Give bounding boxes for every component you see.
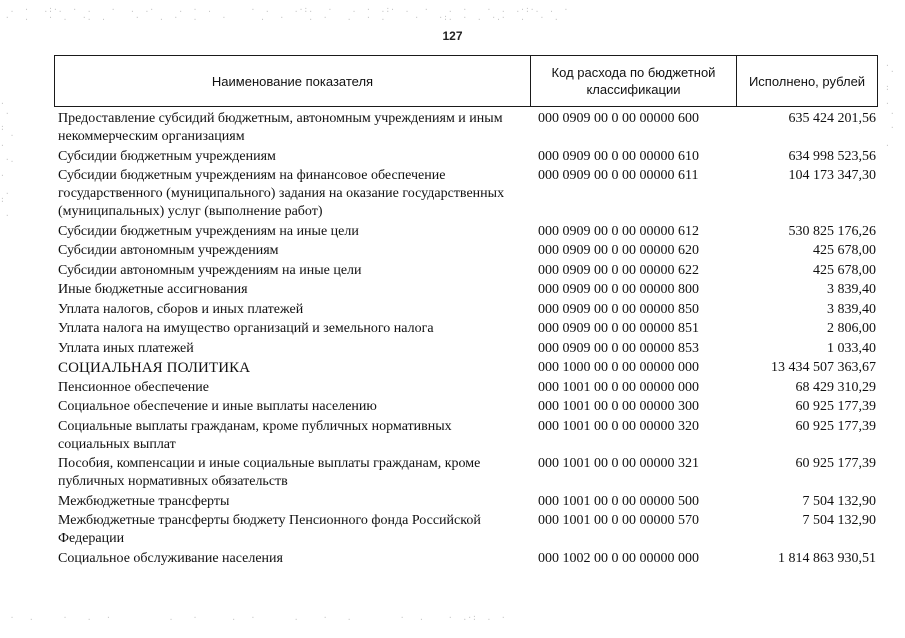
table-row (54, 550, 878, 568)
table-row (54, 148, 878, 166)
expense-code: 000 0909 00 0 00 00000 800 (538, 282, 699, 297)
expense-code: 000 0909 00 0 00 00000 850 (538, 301, 699, 317)
table-row (54, 110, 878, 146)
executed-amount: 2 806,00 (827, 321, 876, 336)
expense-code: 000 0909 00 0 00 00000 851 (538, 321, 699, 336)
expense-code: 000 1001 00 0 00 00000 300 (538, 399, 699, 414)
executed-amount: 104 173 347,30 (788, 168, 876, 183)
header-executed-amount: Исполнено, рублей (748, 73, 866, 89)
indicator-name: Субсидии бюджетным учреждениям (58, 148, 276, 164)
indicator-name: Межбюджетные трансферты (58, 493, 230, 509)
header-expense-code: Код расхода по бюджетной классификации (531, 56, 737, 106)
executed-amount: 1 033,40 (827, 340, 876, 356)
table-row (54, 359, 878, 377)
table-body (54, 110, 878, 569)
expense-code: 000 0909 00 0 00 00000 620 (538, 243, 699, 258)
table-row (54, 418, 878, 454)
expense-code: 000 1001 00 0 00 00000 321 (538, 456, 699, 471)
executed-amount: 60 925 177,39 (795, 399, 876, 414)
table-header (54, 55, 878, 107)
indicator-name: Социальное обслуживание населения (58, 550, 283, 566)
expense-code: 000 0909 00 0 00 00000 612 (538, 223, 699, 239)
executed-amount: 60 925 177,39 (795, 418, 876, 434)
indicator-name: СОЦИАЛЬНАЯ ПОЛИТИКА (58, 360, 251, 376)
executed-amount: 60 925 177,39 (795, 456, 876, 471)
indicator-name: Уплата налога на имущество организаций и земельного налога (58, 321, 434, 336)
executed-amount: 13 434 507 363,67 (771, 360, 876, 375)
table-row (54, 398, 878, 416)
expense-code: 000 0909 00 0 00 00000 610 (538, 148, 699, 164)
scan-noise-left: · . : · . ·. · . : · (0, 100, 15, 220)
table-row (54, 223, 878, 241)
expense-code: 000 1000 00 0 00 00000 000 (538, 360, 699, 375)
executed-amount: 7 504 132,90 (802, 493, 876, 509)
table-row (54, 242, 878, 260)
indicator-name: Предоставление субсидий бюджетным, автономным учреждениям и иным некоммерческим организациям (58, 111, 503, 144)
indicator-name: Уплата налогов, сборов и иных платежей (58, 301, 304, 317)
scan-noise-top: . · .:·. · . · . .· . · . · . .·:. · . · .:· . · . · · . .·:·. . · · . · . ·. . · . · . · . · . · . · . · ·:. · . ·.· . · . (4, 6, 569, 22)
executed-amount: 7 504 132,90 (802, 513, 876, 528)
expense-code: 000 0909 00 0 00 00000 611 (538, 168, 699, 183)
indicator-name: Субсидии бюджетным учреждениям на финансовое обеспечение государственного (муниципального) задания на оказание государственных (муниципальных) услуг (выполнение работ) (58, 168, 505, 219)
executed-amount: 3 839,40 (827, 301, 876, 317)
expense-code: 000 1001 00 0 00 00000 320 (538, 418, 699, 434)
indicator-name: Субсидии бюджетным учреждениям на иные цели (58, 223, 359, 239)
expense-code: 000 1002 00 0 00 00000 000 (538, 550, 699, 566)
executed-amount: 425 678,00 (813, 262, 876, 278)
table-row (54, 340, 878, 358)
executed-amount: 1 814 863 930,51 (778, 550, 876, 566)
table-row (54, 493, 878, 511)
table-row (54, 262, 878, 280)
executed-amount: 68 429 310,29 (795, 379, 876, 395)
executed-amount: 530 825 176,26 (788, 223, 876, 239)
expense-code: 000 0909 00 0 00 00000 853 (538, 340, 699, 356)
page-number: 127 (442, 29, 463, 43)
indicator-name: Пенсионное обеспечение (58, 379, 209, 395)
indicator-name: Социальное обеспечение и иные выплаты населению (58, 399, 377, 414)
table-row (54, 167, 878, 221)
table-row (54, 379, 878, 397)
indicator-name: Социальные выплаты гражданам, кроме публичных нормативных социальных выплат (58, 418, 452, 452)
expense-code: 000 0909 00 0 00 00000 622 (538, 262, 699, 278)
indicator-name: Уплата иных платежей (58, 340, 194, 356)
table-row (54, 455, 878, 491)
expense-code: 000 1001 00 0 00 00000 000 (538, 379, 699, 395)
table-row (54, 281, 878, 299)
header-indicator-name: Наименование показателя (55, 56, 531, 106)
scan-noise-right: . · : · . · . (885, 60, 895, 148)
table-row (54, 301, 878, 319)
executed-amount: 635 424 201,56 (788, 111, 876, 126)
indicator-name: Пособия, компенсации и иные социальные выплаты гражданам, кроме публичных нормативных обязательств (58, 456, 481, 489)
expense-code: 000 0909 00 0 00 00000 600 (538, 111, 699, 126)
table-row (54, 512, 878, 548)
table-row (54, 320, 878, 338)
indicator-name: Субсидии автономным учреждениям (58, 243, 279, 258)
scan-noise-bottom: · . · . · . · . · . · . · . · .·: . · (0, 614, 506, 622)
executed-amount: 3 839,40 (827, 282, 876, 297)
indicator-name: Субсидии автономным учреждениям на иные цели (58, 262, 362, 278)
indicator-name: Межбюджетные трансферты бюджету Пенсионного фонда Российской Федерации (58, 513, 481, 546)
expense-code: 000 1001 00 0 00 00000 570 (538, 513, 699, 528)
executed-amount: 634 998 523,56 (788, 148, 876, 164)
expense-code: 000 1001 00 0 00 00000 500 (538, 493, 699, 509)
indicator-name: Иные бюджетные ассигнования (58, 282, 248, 297)
executed-amount: 425 678,00 (813, 243, 876, 258)
